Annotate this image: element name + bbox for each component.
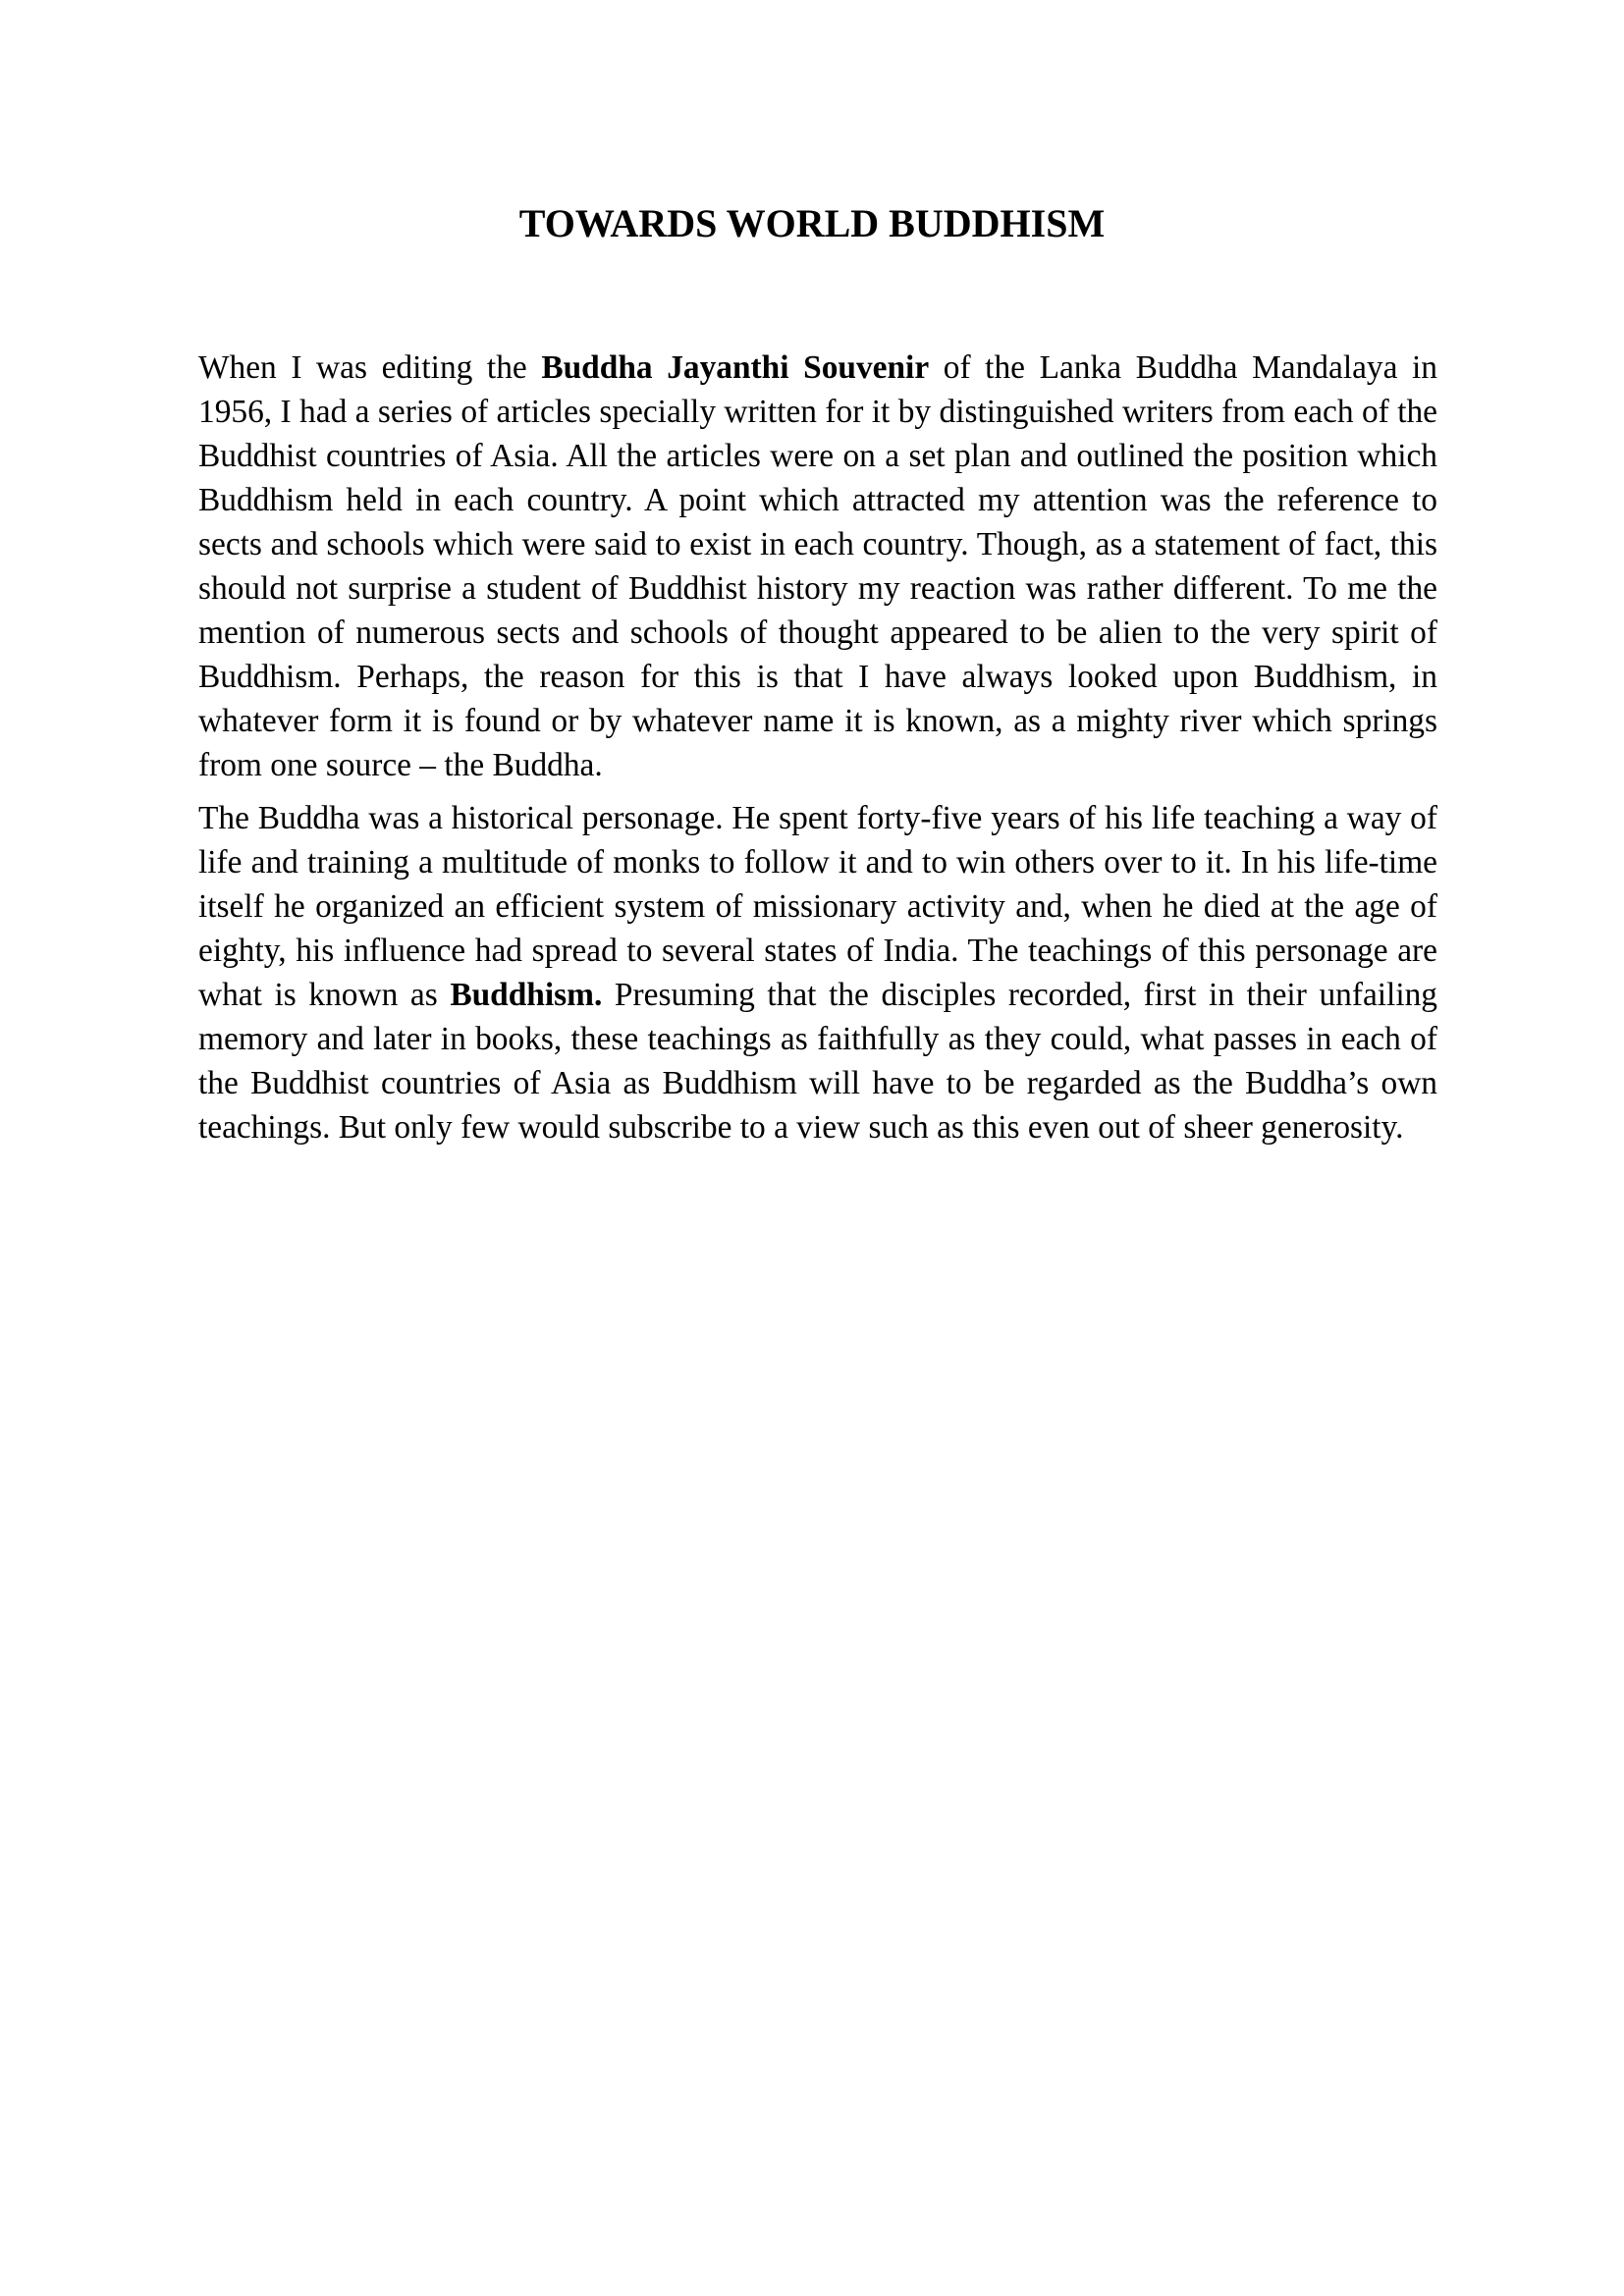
paragraph-1-text: When I was editing the	[198, 349, 542, 386]
paragraph-2-text-continued: Presuming that the disciples recorded, first in their unfailing memory and later in books, these teachings as faithfully as they could, what passes in each of the Buddhist countries of Asia as Buddhism will have to be regarded as the Buddha’s own teachings. But only few would subscribe to a view such as this even out of sheer generosity.	[198, 977, 1437, 1146]
souvenir-title-bold: Buddha Jayanthi Souvenir	[541, 349, 930, 386]
buddhism-term-bold: Buddhism.	[450, 977, 603, 1013]
paragraph-2-text: The Buddha was a historical personage. He spent forty-five years of his life teaching a way of life and training a multitude of monks to follow it and to win others over to it. In his life-time itself he organized an efficient system of missionary activity and, when he died at the age of eighty, his influence had spread to several states of India. The teachings of this personage are what is known as	[198, 800, 1437, 1013]
page-title: TOWARDS WORLD BUDDHISM	[518, 201, 1106, 245]
paragraph-1	[198, 346, 1437, 787]
paragraph-1-text-continued: of the Lanka Buddha Mandalaya in 1956, I had a series of articles specially written for it by distinguished writers from each of the Buddhist countries of Asia. All the articles were on a set plan and outlined the position which Buddhism held in each country. A point which attracted my attention was the reference to sects and schools which were said to exist in each country. Though, as a statement of fact, this should not surprise a student of Buddhist history my reaction was rather different. To me the mention of numerous sects and schools of thought appeared to be alien to the very spirit of Buddhism. Perhaps, the reason for this is that I have always looked upon Buddhism, in whatever form it is found or by whatever name it is known, as a mighty river which springs from one source – the Buddha.	[198, 349, 1438, 783]
document-body	[198, 346, 1437, 1158]
paragraph-2	[198, 796, 1437, 1149]
